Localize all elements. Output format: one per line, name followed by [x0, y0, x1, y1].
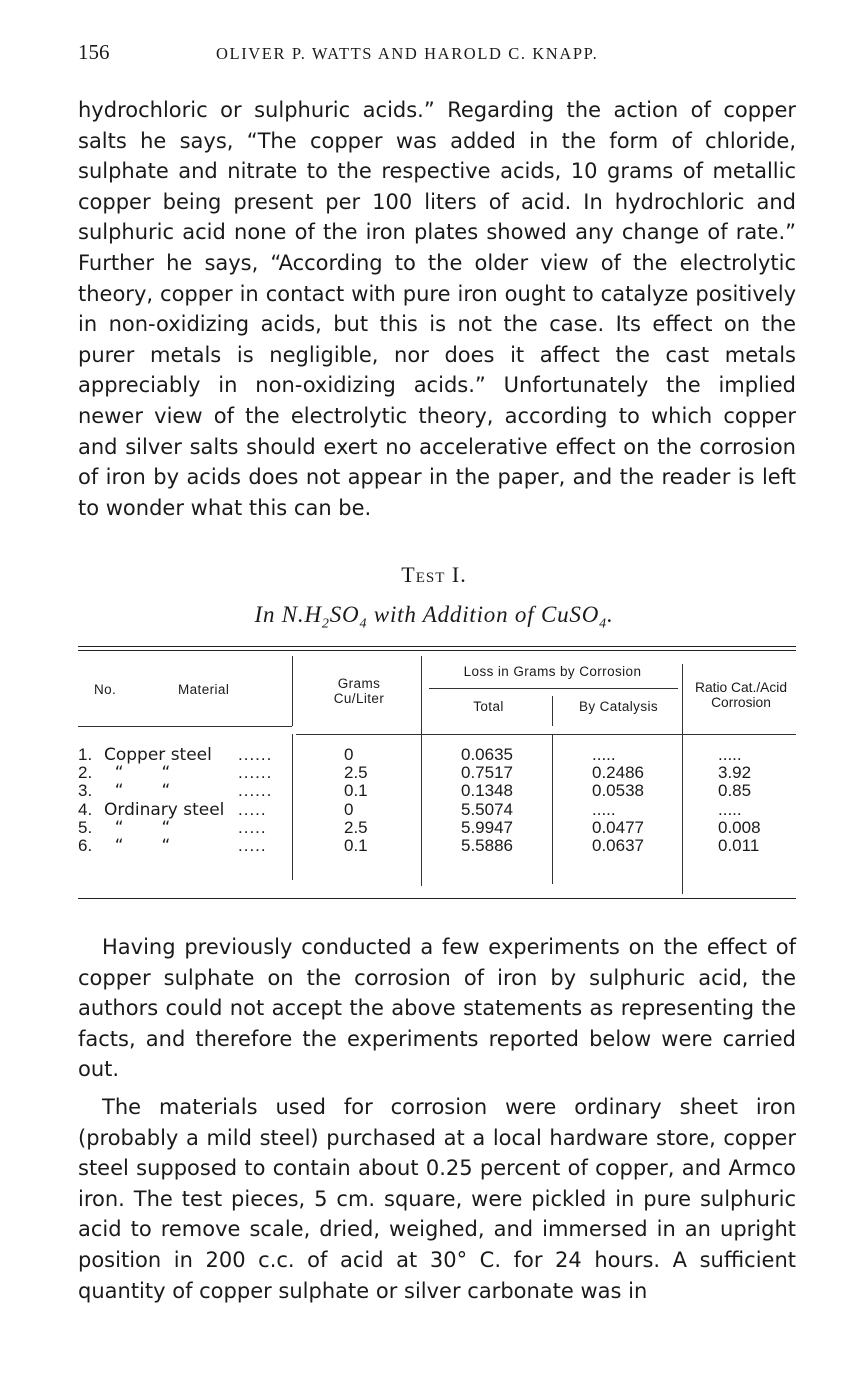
row-ratio: 0.008 [718, 817, 761, 837]
row-leader-dots: ...... [238, 763, 273, 783]
row-leader-dots: ..... [238, 836, 267, 855]
row-grams: 2.5 [344, 763, 368, 783]
running-head [78, 40, 798, 70]
col-divider [292, 656, 293, 726]
row-material: “ “ [104, 836, 171, 856]
row-grams: 0.1 [344, 836, 368, 855]
row-material: “ “ [104, 781, 171, 802]
col-divider [552, 696, 553, 726]
row-ratio: 3.92 [718, 763, 752, 783]
row-total: 0.1348 [461, 781, 513, 801]
row-number: 6. [78, 836, 93, 855]
row-material: “ “ [104, 817, 171, 838]
row-material: Ordinary steel [104, 799, 225, 820]
header-by-catalysis: By Catalysis [578, 699, 659, 714]
row-number: 4. [78, 799, 93, 819]
row-grams: 0 [344, 745, 354, 764]
table-bottom-rule [78, 898, 796, 899]
row-leader-dots: ..... [238, 799, 267, 819]
row-number: 5. [78, 817, 93, 837]
table-title: Test I. [401, 562, 467, 587]
header-grams: Grams Cu/Liter [333, 676, 385, 706]
header-underline [296, 734, 796, 735]
row-number: 2. [78, 763, 93, 783]
header-no: No. [94, 682, 117, 697]
table-subtitle: In $N.H_2SO_4$ with Addition of CuSO$_4$. [254, 602, 614, 632]
group-underline [429, 688, 678, 689]
col-divider [552, 734, 553, 884]
row-number: 1. [78, 745, 93, 764]
row-catalysis: 0.0637 [592, 836, 644, 855]
header-total: Total [473, 699, 504, 714]
paragraph-2: Having previously conducted a few experiments on the effect of copper sulphate on the corrosion of iron by sulphuric acid, the authors could not accept the above statements as representing the facts, and therefore the experiments reported below were carried out. [78, 935, 796, 1082]
table-top-rule [78, 646, 796, 647]
row-catalysis: ..... [592, 745, 616, 764]
row-ratio: ..... [718, 799, 742, 819]
row-leader-dots: ...... [238, 745, 273, 764]
col-divider [292, 734, 293, 880]
running-title: OLIVER P. WATTS AND HAROLD C. KNAPP. [216, 44, 599, 63]
row-grams: 0 [344, 799, 354, 819]
table-top-rule-2 [78, 650, 796, 651]
row-catalysis: 0.2486 [592, 763, 644, 783]
header-material: Material [178, 682, 230, 697]
row-number: 3. [78, 781, 93, 801]
row-grams: 2.5 [344, 817, 368, 837]
row-material: Copper steel [104, 745, 212, 765]
data-table [78, 646, 796, 908]
row-catalysis: ..... [592, 799, 616, 819]
row-ratio: 0.011 [718, 836, 760, 855]
row-material: “ “ [104, 763, 171, 784]
paragraph-3: The materials used for corrosion were ordinary sheet iron (probably a mild steel) purchased at a local hardware store, copper steel supposed to contain about 0.25 percent of copper, and Armco iron. The test pieces, 5 cm. square, were pickled in pure sulphuric acid to remove scale, dried, weighed, and immersed in an upright position in 200 c.c. of acid at 30° C. for 24 hours. A sufficient quantity of copper sulphate or silver carbonate was in [78, 1095, 796, 1303]
header-underline [78, 726, 292, 727]
row-grams: 0.1 [344, 781, 368, 801]
row-total: 5.5886 [461, 836, 513, 855]
paragraph-1: hydrochloric or sulphuric acids.” Regarding the action of copper salts he says, “The copper was added in the form of chloride, sulphate and nitrate to the respective acids, 10 grams of metallic copper being present per 100 liters of acid. In hydrochloric and sulphuric acid none of the iron plates showed any change of rate.” Further he says, “According to the older view of the electrolytic theory, copper in contact with pure iron ought to catalyze positively in non-oxidizing acids, but this is not the case. Its effect on the purer metals is negligible, nor does it affect the cast metals appreciably in non-oxidizing acids.” Unfortunately the implied newer view of the electrolytic theory, according to which copper and silver salts should exert no accelerative effect on the corrosion of iron by acids does not appear in the paper, and the reader is left to wonder what this can be. [78, 98, 796, 520]
page-number: 156 [78, 40, 110, 64]
header-ratio: Ratio Cat./Acid Corrosion [694, 680, 788, 710]
row-leader-dots: ..... [238, 817, 267, 837]
row-catalysis: 0.0477 [592, 817, 644, 837]
row-ratio: 0.85 [718, 781, 752, 801]
row-total: 0.7517 [461, 763, 513, 783]
row-total: 0.0635 [461, 745, 513, 764]
row-ratio: ..... [718, 745, 742, 764]
col-divider [421, 656, 422, 886]
row-total: 5.5074 [461, 799, 513, 819]
header-loss-group: Loss in Grams by Corrosion [463, 664, 642, 679]
row-total: 5.9947 [461, 817, 513, 837]
row-leader-dots: ...... [238, 781, 273, 801]
row-catalysis: 0.0538 [592, 781, 644, 801]
